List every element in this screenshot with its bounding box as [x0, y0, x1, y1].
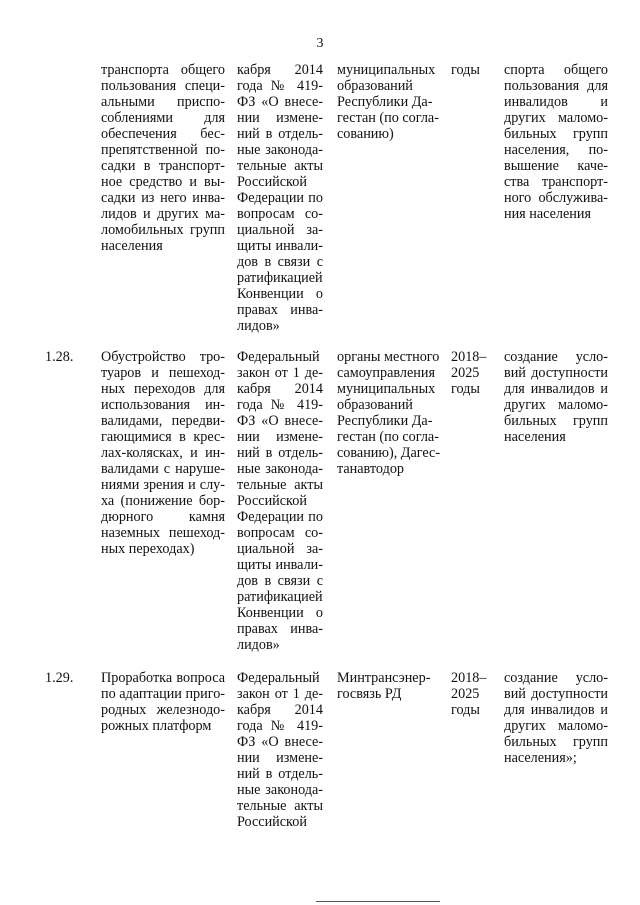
text-line: вышение каче-	[504, 158, 608, 174]
text-line: ных переходах)	[101, 541, 195, 557]
text-line: Федерации по	[237, 190, 323, 206]
text-line: других маломо-	[504, 110, 608, 126]
text-line: по адаптации приго-	[101, 686, 226, 702]
text-line: вий доступности	[504, 686, 608, 702]
text-line: вий доступности	[504, 365, 608, 381]
text-line: ного обслужива-	[504, 190, 608, 206]
text-line: 2018–	[451, 670, 487, 686]
text-line: пользования специ-	[101, 78, 225, 94]
text-line: циальной за-	[237, 541, 323, 557]
legal-basis	[237, 62, 323, 334]
text-line: годы	[451, 702, 480, 718]
text-line: создание усло-	[504, 670, 608, 686]
text-line: 2025	[451, 365, 480, 381]
executor	[337, 670, 443, 702]
text-line: ные законода-	[237, 142, 323, 158]
text-line: ства транспорт-	[504, 174, 608, 190]
text-line: использования ин-	[101, 397, 225, 413]
text-line: 2025	[451, 686, 480, 702]
text-line: ФЗ «О внесе-	[237, 413, 323, 429]
text-line: кабря 2014	[237, 62, 323, 78]
text-line: лидов»	[237, 318, 280, 334]
text-line: ний в отдель-	[237, 445, 323, 461]
text-line: лидов и других ма-	[101, 206, 225, 222]
text-line: дов в связи с	[237, 573, 323, 589]
text-line: Проработка вопроса	[101, 670, 225, 686]
text-line: населения»;	[504, 750, 577, 766]
text-line: лидов»	[237, 637, 280, 653]
text-line: ратификацией	[237, 589, 323, 605]
text-line: садки в транспорт-	[101, 158, 225, 174]
text-line: года № 419-	[237, 78, 323, 94]
row-number: 1.28.	[45, 349, 74, 365]
text-line: щиты инвали-	[237, 238, 323, 254]
text-line: кабря 2014	[237, 702, 323, 718]
text-line: закон от 1 де-	[237, 365, 323, 381]
text-line: годы	[451, 381, 480, 397]
text-line: сованию)	[337, 126, 394, 142]
text-line: препятственной по-	[101, 142, 225, 158]
text-line: Конвенции о	[237, 286, 323, 302]
text-line: валидами, передви-	[101, 413, 225, 429]
text-line: ратификацией	[237, 270, 323, 286]
text-line: гестан (по согла-	[337, 429, 439, 445]
text-line: нии измене-	[237, 750, 323, 766]
text-line: ФЗ «О внесе-	[237, 94, 323, 110]
measure-name	[101, 62, 225, 254]
text-line: других маломо-	[504, 718, 608, 734]
measure-name	[101, 349, 225, 557]
text-line: нии измене-	[237, 429, 323, 445]
text-line: бильных групп	[504, 734, 608, 750]
text-line: тельные акты	[237, 477, 323, 493]
text-line: годы	[451, 62, 480, 78]
text-line: для инвалидов и	[504, 381, 608, 397]
term	[451, 670, 487, 718]
row-number: 1.29.	[45, 670, 74, 686]
text-line: лах-колясках, и ин-	[101, 445, 225, 461]
text-line: закон от 1 де-	[237, 686, 323, 702]
text-line: тельные акты	[237, 798, 323, 814]
text-line: госвязь РД	[337, 686, 402, 702]
text-line: года № 419-	[237, 397, 323, 413]
text-line: щиты инвали-	[237, 557, 323, 573]
text-line: самоуправления	[337, 365, 435, 381]
text-line: рожных платформ	[101, 718, 212, 734]
legal-basis	[237, 349, 323, 653]
text-line: вопросам со-	[237, 206, 323, 222]
text-line: муниципальных	[337, 62, 436, 78]
text-line: 2018–	[451, 349, 487, 365]
text-line: создание усло-	[504, 349, 608, 365]
bottom-divider	[316, 901, 440, 902]
text-line: населения	[504, 429, 566, 445]
text-line: тельные акты	[237, 158, 323, 174]
text-line: альными приспо-	[101, 94, 225, 110]
text-line: соблениями для	[101, 110, 225, 126]
expected-result	[504, 349, 608, 445]
text-line: танавтодор	[337, 461, 405, 477]
text-line: Республики Да-	[337, 413, 433, 429]
expected-result	[504, 670, 608, 766]
text-line: для инвалидов и	[504, 702, 608, 718]
text-line: Российской	[237, 174, 307, 190]
text-line: сованию), Дагес-	[337, 445, 441, 461]
text-line: Федерации по	[237, 509, 323, 525]
text-line: наземных пешеход-	[101, 525, 225, 541]
text-line: Обустройство тро-	[101, 349, 225, 365]
text-line: циальной за-	[237, 222, 323, 238]
text-line: ных переходов для	[101, 381, 225, 397]
text-line: садки из него инва-	[101, 190, 225, 206]
text-line: ния населения	[504, 206, 592, 222]
executor	[337, 349, 443, 477]
text-line: дов в связи с	[237, 254, 323, 270]
text-line: органы местного	[337, 349, 440, 365]
text-line: бильных групп	[504, 126, 608, 142]
text-line: Республики Да-	[337, 94, 433, 110]
executor	[337, 62, 443, 142]
expected-result	[504, 62, 608, 222]
text-line: дюрного камня	[101, 509, 225, 525]
text-line: ха (понижение бор-	[101, 493, 225, 509]
text-line: кабря 2014	[237, 381, 323, 397]
measure-name	[101, 670, 225, 734]
text-line: года № 419-	[237, 718, 323, 734]
text-line: образований	[337, 397, 413, 413]
term	[451, 349, 487, 397]
text-line: ломобильных групп	[101, 222, 225, 238]
text-line: муниципальных	[337, 381, 436, 397]
legal-basis	[237, 670, 323, 830]
text-line: транспорта общего	[101, 62, 225, 78]
text-line: Российской	[237, 493, 307, 509]
term	[451, 62, 487, 78]
text-line: населения, по-	[504, 142, 608, 158]
text-line: Федеральный	[237, 670, 320, 686]
text-line: обеспечения бес-	[101, 126, 225, 142]
text-line: Российской	[237, 814, 307, 830]
text-line: населения	[101, 238, 163, 254]
text-line: правах инва-	[237, 621, 323, 637]
text-line: инвалидов и	[504, 94, 608, 110]
text-line: туаров и пешеход-	[101, 365, 225, 381]
text-line: Федеральный	[237, 349, 320, 365]
text-line: нии измене-	[237, 110, 323, 126]
text-line: образований	[337, 78, 413, 94]
text-line: Конвенции о	[237, 605, 323, 621]
text-line: ниями зрения и слу-	[101, 477, 225, 493]
text-line: спорта общего	[504, 62, 608, 78]
text-line: гающимися в крес-	[101, 429, 225, 445]
text-line: бильных групп	[504, 413, 608, 429]
text-line: ное средство и вы-	[101, 174, 225, 190]
text-line: ФЗ «О внесе-	[237, 734, 323, 750]
text-line: валидами с наруше-	[101, 461, 225, 477]
text-line: ные законода-	[237, 782, 323, 798]
text-line: ные законода-	[237, 461, 323, 477]
text-line: родных железнодо-	[101, 702, 225, 718]
text-line: ний в отдель-	[237, 126, 323, 142]
text-line: пользования для	[504, 78, 608, 94]
page-number: 3	[316, 36, 324, 51]
text-line: гестан (по согла-	[337, 110, 439, 126]
text-line: ний в отдель-	[237, 766, 323, 782]
text-line: правах инва-	[237, 302, 323, 318]
text-line: Минтрансэнер-	[337, 670, 431, 686]
text-line: вопросам со-	[237, 525, 323, 541]
text-line: других маломо-	[504, 397, 608, 413]
